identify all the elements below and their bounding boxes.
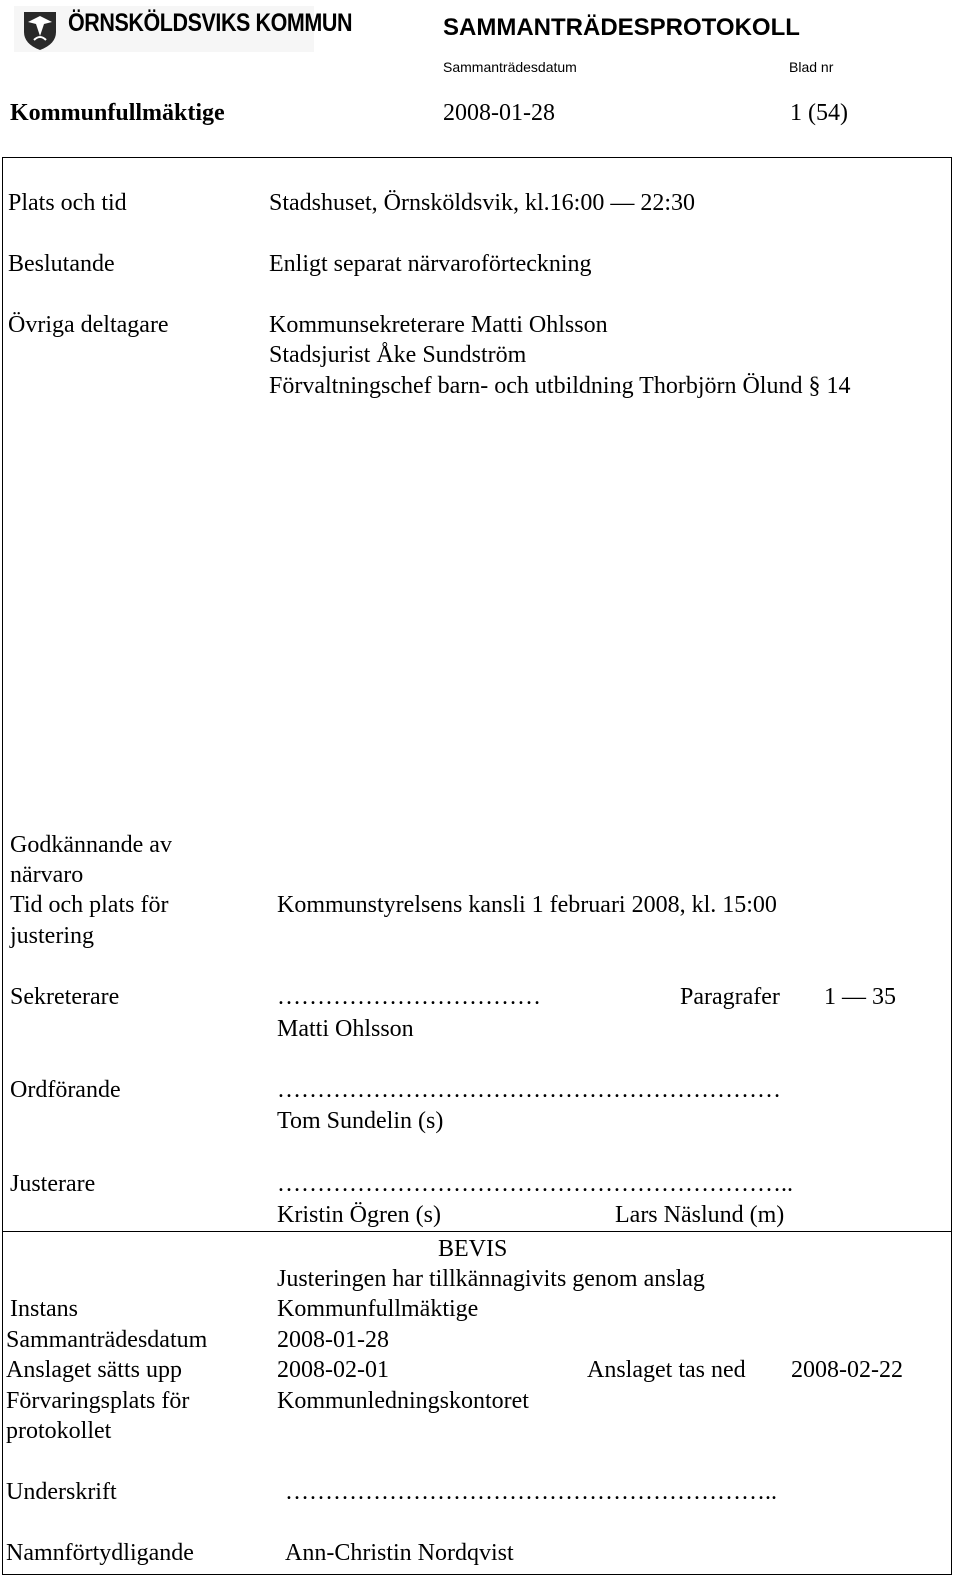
adjust-value: Kommunstyrelsens kansli 1 februari 2008, kl. 15:00 bbox=[277, 892, 777, 918]
chair-label: Ordförande bbox=[10, 1077, 121, 1103]
other-participant: Kommunsekreterare Matti Ohlsson bbox=[269, 312, 608, 338]
section-divider bbox=[2, 1231, 952, 1232]
removed-value: 2008-02-22 bbox=[791, 1357, 903, 1383]
chair-signature-line: ……………………………………………………… bbox=[277, 1077, 781, 1103]
storage-value: Kommunledningskontoret bbox=[277, 1388, 529, 1414]
adjusters-label: Justerare bbox=[10, 1171, 96, 1197]
secretary-signature-line: …………………………… bbox=[277, 984, 541, 1010]
attendance-label-cont: närvaro bbox=[10, 862, 84, 888]
municipality-name: ÖRNSKÖLDSVIKS KOMMUN bbox=[68, 9, 353, 37]
paragraphs-value: 1 — 35 bbox=[824, 984, 896, 1010]
chair-name: Tom Sundelin (s) bbox=[277, 1108, 444, 1134]
body-name: Kommunfullmäktige bbox=[10, 100, 225, 126]
secretary-name: Matti Ohlsson bbox=[277, 1016, 414, 1042]
secretary-label: Sekreterare bbox=[10, 984, 120, 1010]
other-participant: Förvaltningschef barn- och utbildning Thorbjörn Ölund § 14 bbox=[269, 373, 851, 399]
deciding-label: Beslutande bbox=[8, 251, 115, 277]
storage-label: Förvaringsplats för bbox=[6, 1388, 190, 1414]
certificate-date-value: 2008-01-28 bbox=[277, 1327, 389, 1353]
signature-label: Underskrift bbox=[6, 1479, 117, 1505]
deciding-value: Enligt separat närvaroförteckning bbox=[269, 251, 592, 277]
adjuster-name: Kristin Ögren (s) bbox=[277, 1202, 441, 1228]
place-value: Stadshuset, Örnsköldsvik, kl.16:00 — 22:30 bbox=[269, 190, 696, 216]
instance-value: Kommunfullmäktige bbox=[277, 1296, 479, 1322]
certificate-title: BEVIS bbox=[438, 1236, 508, 1262]
date-label: Sammanträdesdatum bbox=[443, 59, 577, 75]
instance-label: Instans bbox=[10, 1296, 78, 1322]
attendance-label: Godkännande av bbox=[10, 832, 172, 858]
other-participant: Stadsjurist Åke Sundström bbox=[269, 342, 527, 368]
adjust-label: Tid och plats för bbox=[10, 892, 169, 918]
adjuster-name: Lars Näslund (m) bbox=[615, 1202, 785, 1228]
posted-label: Anslaget sätts upp bbox=[6, 1357, 182, 1383]
document-type: SAMMANTRÄDESPROTOKOLL bbox=[443, 14, 800, 41]
name-clarification-label: Namnförtydligande bbox=[6, 1540, 194, 1566]
adjust-label-cont: justering bbox=[10, 923, 94, 949]
page-label: Blad nr bbox=[789, 59, 834, 75]
storage-label-cont: protokollet bbox=[6, 1418, 112, 1444]
certificate-notice: Justeringen har tillkännagivits genom anslag bbox=[277, 1266, 705, 1292]
meeting-date: 2008-01-28 bbox=[443, 100, 555, 126]
posted-value: 2008-02-01 bbox=[277, 1357, 389, 1383]
certificate-date-label: Sammanträdesdatum bbox=[6, 1327, 208, 1353]
adjusters-signature-line: ……………………………………………………….. bbox=[277, 1171, 793, 1197]
name-clarification-value: Ann-Christin Nordqvist bbox=[285, 1540, 514, 1566]
paragraphs-label: Paragrafer bbox=[680, 984, 780, 1010]
signature-line: …………………………………………………….. bbox=[285, 1479, 777, 1505]
others-label: Övriga deltagare bbox=[8, 312, 169, 338]
place-label: Plats och tid bbox=[8, 190, 127, 216]
page-number: 1 (54) bbox=[790, 100, 848, 126]
removed-label: Anslaget tas ned bbox=[587, 1357, 746, 1383]
